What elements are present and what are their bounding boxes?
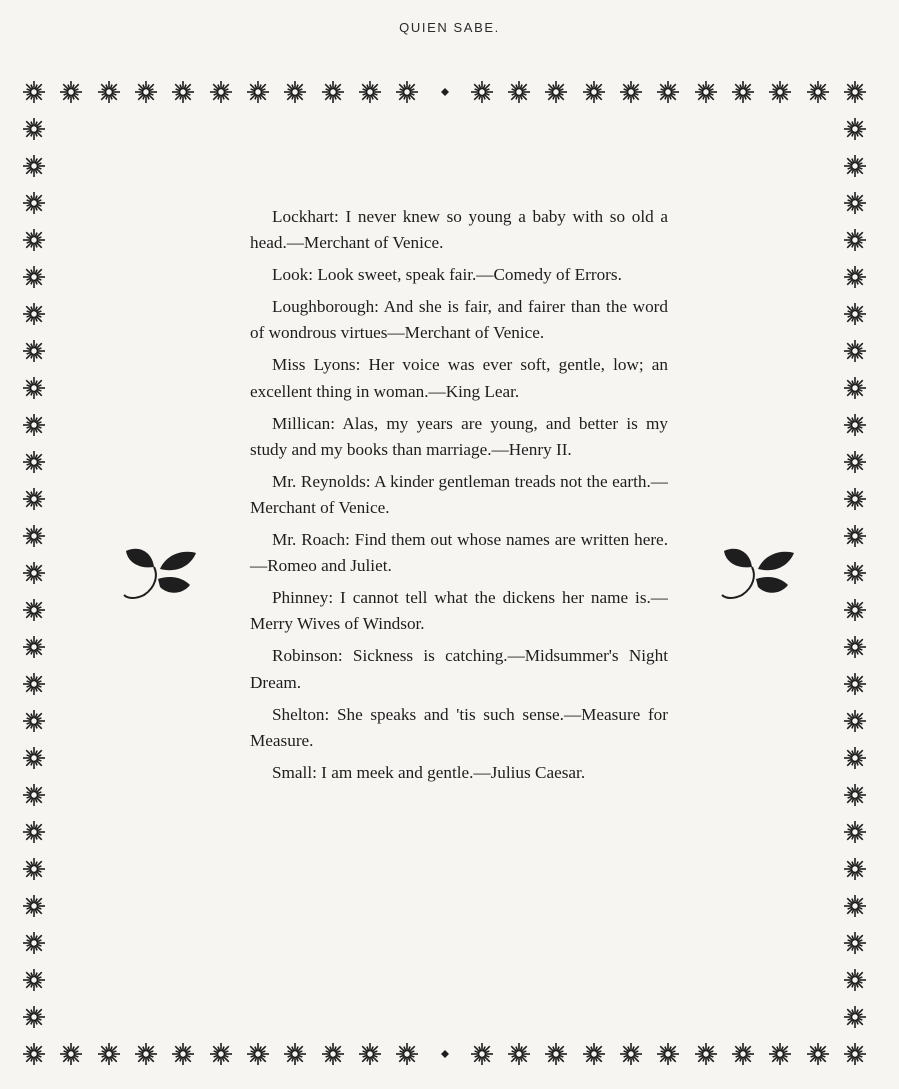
sunburst-star-icon — [246, 1042, 270, 1066]
sunburst-star-icon — [470, 80, 494, 104]
sunburst-star-icon — [843, 302, 867, 326]
sunburst-star-icon — [544, 1042, 568, 1066]
sunburst-star-icon — [22, 894, 46, 918]
sunburst-star-icon — [321, 80, 345, 104]
sunburst-star-icon — [209, 80, 233, 104]
sunburst-star-icon — [22, 191, 46, 215]
sunburst-star-icon — [97, 1042, 121, 1066]
page-header: QUIEN SABE. — [399, 20, 500, 35]
fleuron-leaf-icon — [120, 543, 198, 603]
sunburst-star-icon — [22, 709, 46, 733]
sunburst-star-icon — [843, 339, 867, 363]
sunburst-star-icon — [843, 598, 867, 622]
sunburst-star-icon — [731, 1042, 755, 1066]
sunburst-star-icon — [656, 1042, 680, 1066]
sunburst-star-icon — [22, 487, 46, 511]
sunburst-star-icon — [843, 413, 867, 437]
sunburst-star-icon — [843, 265, 867, 289]
sunburst-star-icon — [843, 820, 867, 844]
sunburst-star-icon — [283, 80, 307, 104]
sunburst-star-icon — [843, 487, 867, 511]
sunburst-star-icon — [694, 80, 718, 104]
sunburst-star-icon — [22, 339, 46, 363]
sunburst-star-icon — [22, 117, 46, 141]
sunburst-star-icon — [395, 80, 419, 104]
sunburst-star-icon — [22, 635, 46, 659]
sunburst-star-icon — [59, 80, 83, 104]
sunburst-star-icon — [843, 154, 867, 178]
sunburst-star-icon — [22, 80, 46, 104]
sunburst-star-icon — [358, 80, 382, 104]
sunburst-star-icon — [22, 746, 46, 770]
sunburst-star-icon — [843, 450, 867, 474]
sunburst-star-icon — [22, 857, 46, 881]
sunburst-star-icon — [619, 1042, 643, 1066]
sunburst-star-icon — [395, 1042, 419, 1066]
sunburst-star-icon — [843, 672, 867, 696]
sunburst-star-icon — [843, 894, 867, 918]
sunburst-star-icon — [22, 783, 46, 807]
quote-paragraph: Look: Look sweet, speak fair.—Comedy of Errors. — [272, 265, 622, 285]
diamond-dot-icon — [440, 1049, 450, 1059]
sunburst-star-icon — [22, 598, 46, 622]
sunburst-star-icon — [209, 1042, 233, 1066]
sunburst-star-icon — [22, 1005, 46, 1029]
sunburst-star-icon — [22, 450, 46, 474]
sunburst-star-icon — [843, 931, 867, 955]
sunburst-star-icon — [22, 968, 46, 992]
sunburst-star-icon — [843, 561, 867, 585]
sunburst-star-icon — [22, 672, 46, 696]
quote-paragraph: Shelton: She speaks and 'tis such sense.—Measure for Measure. — [250, 704, 668, 750]
sunburst-star-icon — [246, 80, 270, 104]
sunburst-star-icon — [843, 191, 867, 215]
sunburst-star-icon — [22, 524, 46, 548]
sunburst-star-icon — [22, 265, 46, 289]
sunburst-star-icon — [731, 80, 755, 104]
diamond-dot-icon — [440, 87, 450, 97]
sunburst-star-icon — [22, 376, 46, 400]
sunburst-star-icon — [22, 931, 46, 955]
sunburst-star-icon — [843, 1005, 867, 1029]
sunburst-star-icon — [843, 376, 867, 400]
quote-paragraph: Millican: Alas, my years are young, and better is my study and my books than marriage.—Henry II. — [250, 413, 668, 459]
quote-paragraph: Mr. Reynolds: A kinder gentleman treads not the earth.—Merchant of Venice. — [250, 471, 668, 517]
sunburst-star-icon — [507, 1042, 531, 1066]
sunburst-star-icon — [22, 413, 46, 437]
quote-paragraph: Miss Lyons: Her voice was ever soft, gentle, low; an excellent thing in woman.—King Lear. — [250, 355, 668, 401]
sunburst-star-icon — [22, 228, 46, 252]
sunburst-star-icon — [843, 635, 867, 659]
sunburst-star-icon — [358, 1042, 382, 1066]
sunburst-star-icon — [656, 80, 680, 104]
sunburst-star-icon — [843, 709, 867, 733]
sunburst-star-icon — [507, 80, 531, 104]
sunburst-star-icon — [843, 968, 867, 992]
sunburst-star-icon — [582, 1042, 606, 1066]
quote-paragraph: Phinney: I cannot tell what the dickens her name is.—Merry Wives of Windsor. — [250, 588, 668, 634]
sunburst-star-icon — [843, 857, 867, 881]
sunburst-star-icon — [470, 1042, 494, 1066]
quote-paragraph: Loughborough: And she is fair, and fairer than the word of wondrous virtues—Merchant of Venice. — [250, 297, 668, 343]
quote-paragraph: Lockhart: I never knew so young a baby with so old a head.—Merchant of Venice. — [250, 207, 668, 253]
sunburst-star-icon — [59, 1042, 83, 1066]
sunburst-star-icon — [171, 80, 195, 104]
sunburst-star-icon — [619, 80, 643, 104]
sunburst-star-icon — [97, 80, 121, 104]
sunburst-star-icon — [694, 1042, 718, 1066]
sunburst-star-icon — [134, 1042, 158, 1066]
sunburst-star-icon — [806, 80, 830, 104]
quote-paragraph: Mr. Roach: Find them out whose names are written here.—Romeo and Juliet. — [250, 530, 668, 576]
sunburst-star-icon — [843, 80, 867, 104]
sunburst-star-icon — [544, 80, 568, 104]
quote-paragraph: Small: I am meek and gentle.—Julius Caesar. — [272, 762, 586, 782]
sunburst-star-icon — [806, 1042, 830, 1066]
sunburst-star-icon — [843, 524, 867, 548]
sunburst-star-icon — [22, 302, 46, 326]
sunburst-star-icon — [582, 80, 606, 104]
sunburst-star-icon — [843, 1042, 867, 1066]
sunburst-star-icon — [843, 228, 867, 252]
sunburst-star-icon — [321, 1042, 345, 1066]
sunburst-star-icon — [22, 561, 46, 585]
sunburst-star-icon — [171, 1042, 195, 1066]
sunburst-star-icon — [843, 746, 867, 770]
sunburst-star-icon — [134, 80, 158, 104]
sunburst-star-icon — [283, 1042, 307, 1066]
quote-paragraph: Robinson: Sickness is catching.—Midsummer's Night Dream. — [250, 646, 668, 692]
sunburst-star-icon — [22, 154, 46, 178]
sunburst-star-icon — [22, 820, 46, 844]
sunburst-star-icon — [843, 117, 867, 141]
fleuron-leaf-icon — [718, 543, 796, 603]
sunburst-star-icon — [768, 80, 792, 104]
quotes-text-block — [250, 204, 668, 792]
sunburst-star-icon — [22, 1042, 46, 1066]
sunburst-star-icon — [768, 1042, 792, 1066]
sunburst-star-icon — [843, 783, 867, 807]
